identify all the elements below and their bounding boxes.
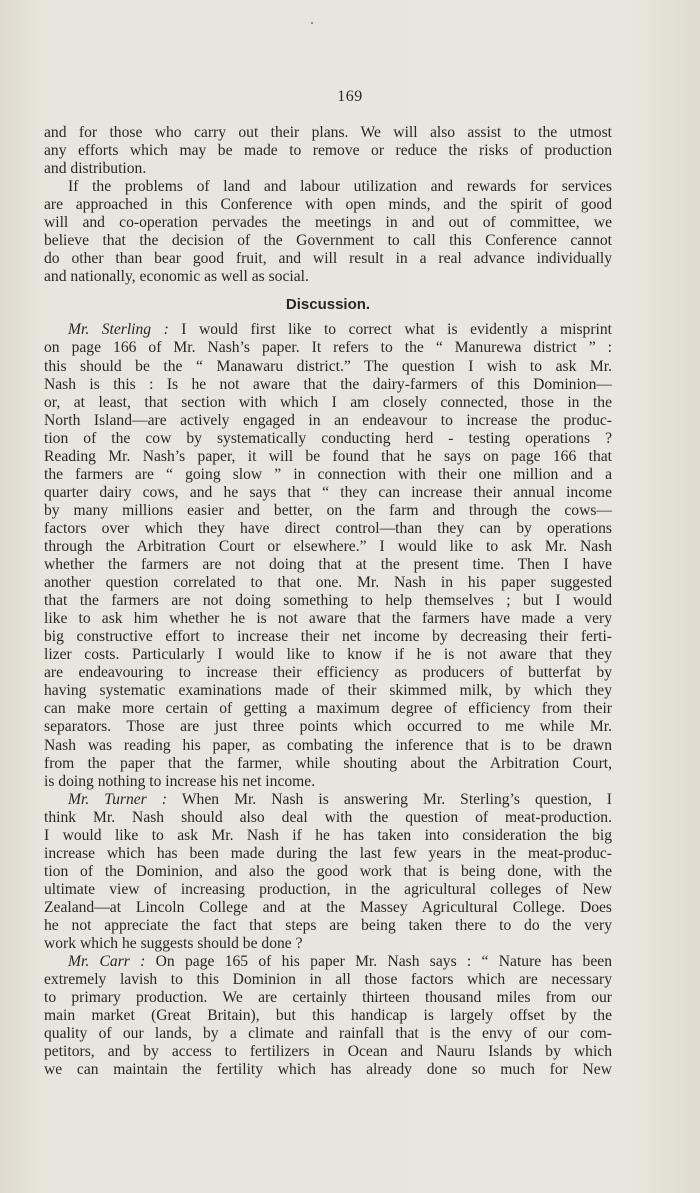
text-line: increase which has been made during the last few years in the meat-produc- — [44, 844, 612, 862]
text-line: quality of our lands, by a climate and rainfall that is the envy of our com- — [44, 1025, 612, 1043]
text-line: quarter dairy cows, and he says that “ they can increase their annual income — [44, 483, 612, 501]
text-line: and distribution. — [44, 160, 147, 178]
speech-carr — [44, 953, 612, 1079]
text-line: Zealand—at Lincoln College and at the Massey Agricultural College. Does — [44, 898, 612, 916]
text-line: Nash was reading his paper, as combating the inference that is to be drawn — [44, 736, 612, 754]
text-line: separators. Those are just three points which occurred to me while Mr. — [44, 718, 612, 736]
paragraph — [44, 124, 612, 178]
page-number: 169 — [337, 88, 363, 105]
text-line: whether the farmers are not doing that at the present time. Then I have — [44, 556, 612, 574]
text-line: ultimate view of increasing production, in the agricultural colleges of New — [44, 880, 612, 898]
speech-text: When Mr. Nash is answering Mr. Sterling’s question, I — [181, 790, 612, 808]
text-line: tion of the Dominion, and also the good work that is being done, with the — [44, 862, 612, 880]
text-line — [44, 321, 612, 339]
speech-turner — [44, 791, 612, 953]
text-line: or, at least, that section with which I am closely connected, those in the — [44, 393, 612, 411]
speech-text: I would first like to correct what is evidently a misprint — [181, 321, 612, 339]
speaker-name: Mr. Turner : — [68, 790, 168, 808]
speech-text: On page 165 of his paper Mr. Nash says : “ Nature has been — [155, 953, 612, 971]
text-line: tion of the cow by systematically conducting herd - testing operations ? — [44, 429, 612, 447]
text-line: North Island—are actively engaged in an endeavour to increase the produc- — [44, 411, 612, 429]
section-heading: Discussion. — [285, 296, 371, 314]
text-line: will and co-operation pervades the meetings in and out of committee, we — [44, 214, 612, 232]
text-line: big constructive effort to increase their net income by decreasing their ferti- — [44, 628, 612, 646]
text-line: he not appreciate the fact that steps are being taken there to do the very — [44, 916, 612, 934]
text-line: from the paper that the farmer, while shouting about the Arbitration Court, — [44, 754, 612, 772]
text-line: to primary production. We are certainly thirteen thousand miles from our — [44, 989, 612, 1007]
text-line: by many millions easier and better, on the farm and through the cows— — [44, 501, 612, 519]
text-line: and nationally, economic as well as social. — [44, 268, 309, 286]
body-text — [44, 124, 612, 1079]
paragraph — [44, 178, 612, 286]
speaker-name: Mr. Carr : — [68, 953, 146, 971]
text-line: any efforts which may be made to remove or reduce the risks of production — [44, 142, 612, 160]
text-line: If the problems of land and labour utilization and rewards for services — [68, 178, 612, 196]
text-line — [44, 791, 612, 809]
text-line: are endeavouring to increase their efficiency as producers of butterfat by — [44, 664, 612, 682]
text-line: we can maintain the fertility which has already done so much for New — [44, 1061, 612, 1079]
text-line: believe that the decision of the Government to call this Conference cannot — [44, 232, 612, 250]
text-line: main market (Great Britain), but this handicap is largely offset by the — [44, 1007, 612, 1025]
text-line: and for those who carry out their plans. We will also assist to the utmost — [44, 124, 612, 141]
speaker-name: Mr. Sterling : — [68, 321, 169, 339]
text-line: extremely lavish to this Dominion in all those factors which are necessary — [44, 971, 612, 989]
text-line: can make more certain of getting a maximum degree of efficiency from their — [44, 700, 612, 718]
text-line: I would like to ask Mr. Nash if he has taken into consideration the big — [44, 826, 612, 844]
text-line: Nash is this : Is he not aware that the dairy-farmers of this Dominion— — [44, 375, 612, 393]
text-line: this should be the “ Manawaru district.” The question I wish to ask Mr. — [44, 357, 612, 375]
text-line: that the farmers are not doing something to help themselves ; but I would — [44, 592, 612, 610]
text-line: factors over which they have direct control—than they can by operations — [44, 519, 612, 537]
text-line: Reading Mr. Nash’s paper, it will be found that he says on page 166 that — [44, 447, 612, 465]
text-line: like to ask him whether he is not aware that the farmers have made a very — [44, 610, 612, 628]
text-line: think Mr. Nash should also deal with the question of meat-production. — [44, 808, 612, 826]
text-line: on page 166 of Mr. Nash’s paper. It refers to the “ Manurewa district ” : — [44, 339, 612, 357]
text-line — [44, 953, 612, 971]
text-line: do other than bear good fruit, and will result in a real advance individually — [44, 250, 612, 268]
text-line: having systematic examinations made of their skimmed milk, by which they — [44, 682, 612, 700]
text-line: are approached in this Conference with open minds, and the spirit of good — [44, 196, 612, 214]
speech-sterling — [44, 321, 612, 790]
text-line: another question correlated to that one. Mr. Nash in his paper suggested — [44, 574, 612, 592]
text-line: the farmers are “ going slow ” in connection with their one million and a — [44, 465, 612, 483]
text-line: is doing nothing to increase his net income. — [44, 772, 316, 790]
text-line: lizer costs. Particularly I would like to know if he is not aware that they — [44, 646, 612, 664]
text-line: work which he suggests should be done ? — [44, 935, 303, 953]
paper-speck — [311, 22, 313, 24]
text-line: petitors, and by access to fertilizers in Ocean and Nauru Islands by which — [44, 1043, 612, 1061]
text-line: through the Arbitration Court or elsewhere.” I would like to ask Mr. Nash — [44, 537, 612, 555]
